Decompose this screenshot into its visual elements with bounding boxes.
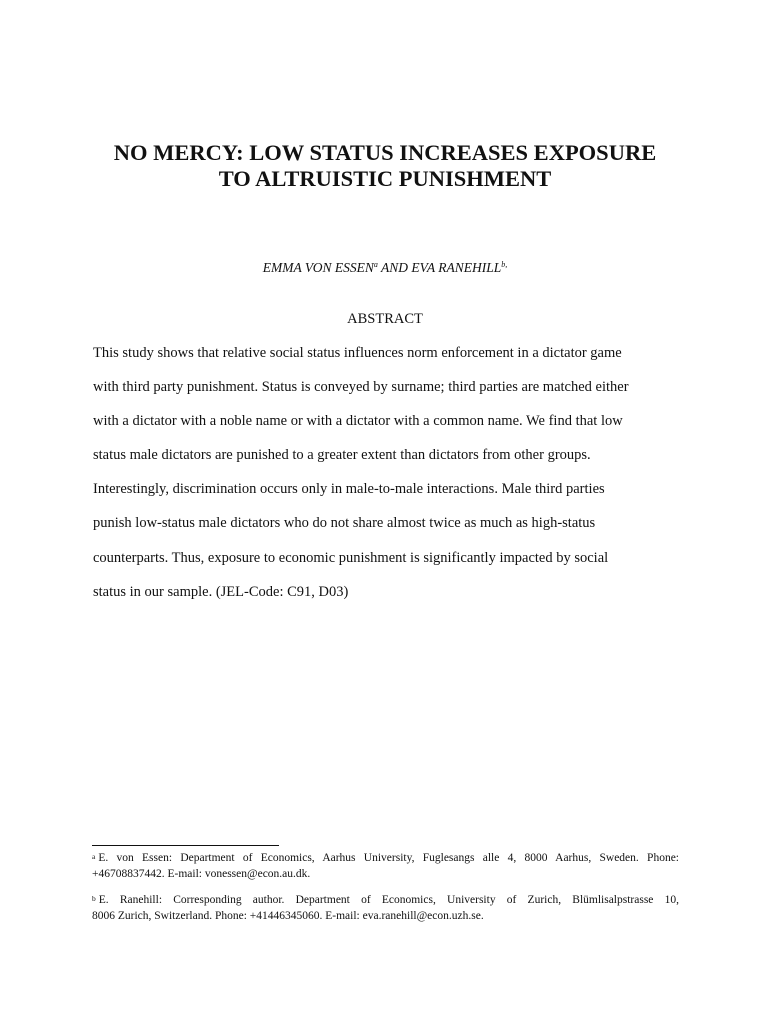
abstract-body bbox=[93, 343, 683, 616]
paper-title bbox=[60, 140, 710, 192]
footnote-b-line-1 bbox=[92, 893, 679, 909]
footnote-b-mark: b bbox=[92, 894, 96, 903]
author-1-name: EMMA VON ESSEN bbox=[262, 260, 374, 275]
footnote-a-text-2: +46708837442. E-mail: vonessen@econ.au.dk. bbox=[92, 867, 311, 880]
author-2-footnote-mark: b, bbox=[501, 260, 508, 269]
abstract-line: status male dictators are punished to a greater extent than dictators from other groups. bbox=[93, 447, 591, 464]
abstract-line: with a dictator with a noble name or with a dictator with a common name. We find that low bbox=[93, 413, 623, 430]
author-line bbox=[60, 259, 710, 277]
paper-title-line-2: TO ALTRUISTIC PUNISHMENT bbox=[218, 166, 552, 191]
footnote-a-text-1: E. von Essen: Department of Economics, Aarhus University, Fuglesangs alle 4, 8000 Aarhus, Sweden. Phone: bbox=[98, 852, 679, 864]
author-conjunction: AND bbox=[377, 260, 412, 275]
abstract-line: with third party punishment. Status is conveyed by surname; third parties are matched either bbox=[93, 379, 629, 396]
footnote-a-mark: a bbox=[92, 852, 96, 861]
footnote-b-text-2: 8006 Zurich, Switzerland. Phone: +41446345060. E-mail: eva.ranehill@econ.uzh.se. bbox=[92, 909, 484, 922]
abstract-line: status in our sample. (JEL-Code: C91, D03) bbox=[93, 583, 349, 600]
abstract-line: This study shows that relative social status influences norm enforcement in a dictator game bbox=[93, 345, 622, 361]
footnote-b-text-1: E. Ranehill: Corresponding author. Department of Economics, University of Zurich, Blümlisalpstrasse 10, bbox=[98, 894, 679, 906]
footnote-b bbox=[92, 893, 679, 924]
abstract-line: counterparts. Thus, exposure to economic punishment is significantly impacted by social bbox=[93, 549, 609, 566]
author-1-footnote-mark: a bbox=[373, 260, 378, 269]
abstract-line: punish low-status male dictators who do not share almost twice as much as high-status bbox=[93, 515, 596, 532]
author-2-name: EVA RANEHILL bbox=[411, 260, 502, 275]
footnote-a-line-1 bbox=[92, 851, 679, 867]
paper-title-line-1: NO MERCY: LOW STATUS INCREASES EXPOSURE bbox=[113, 140, 657, 165]
footnote-a bbox=[92, 851, 679, 882]
footnote-separator-rule bbox=[92, 845, 279, 846]
abstract-heading: ABSTRACT bbox=[347, 311, 423, 327]
abstract-line: Interestingly, discrimination occurs only in male-to-male interactions. Male third parties bbox=[93, 481, 605, 498]
